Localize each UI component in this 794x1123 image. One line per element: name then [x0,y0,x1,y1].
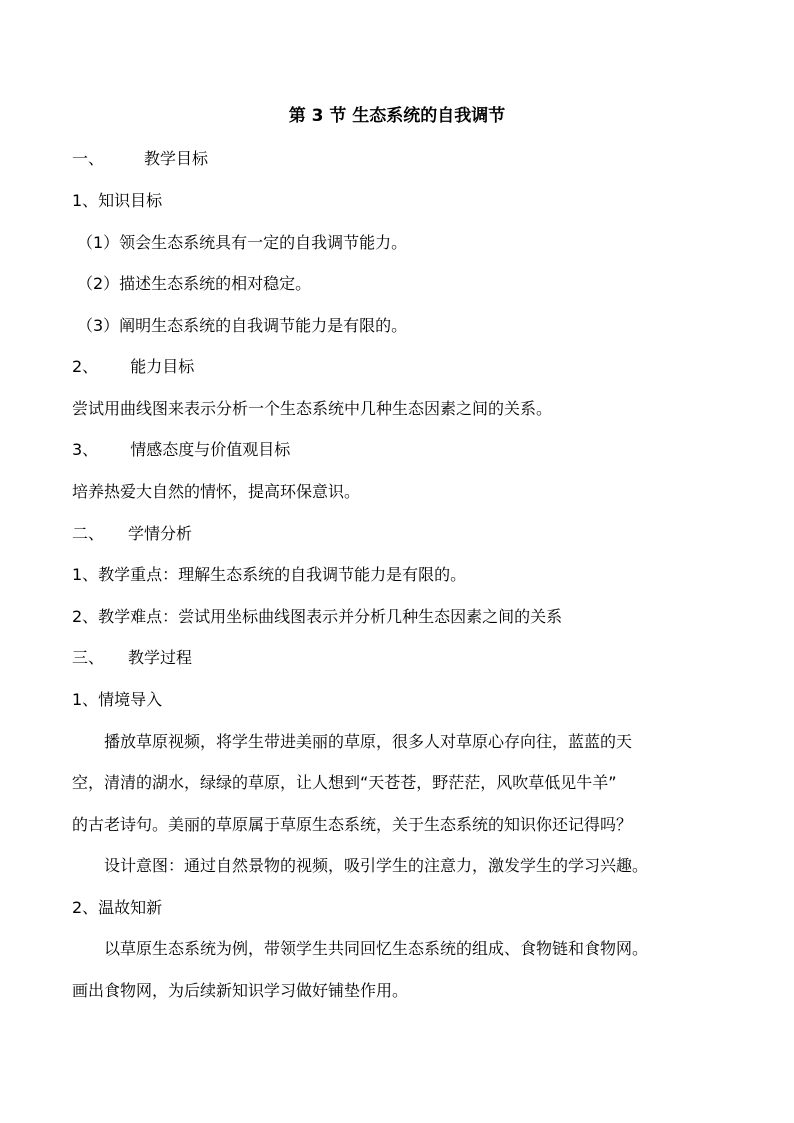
section-heading-2 [72,522,192,546]
subheading-title: 能力目标 [130,357,195,376]
subheading-title: 情感态度与价值观目标 [130,440,291,459]
subheading-knowledge: 1、知识目标 [72,191,163,210]
subheading-ability [72,355,194,379]
page-title: 第 3 节 生态系统的自我调节 [288,106,506,126]
paragraph: 设计意图：通过自然景物的视频，吸引学生的注意力，激发学生的学习兴趣。 [104,856,649,875]
list-item: （2）描述生态系统的相对稳定。 [77,274,312,293]
subheading-number: 2、 [72,357,99,376]
paragraph: 尝试用曲线图来表示分析一个生态系统中几种生态因素之间的关系。 [72,399,553,418]
section-title: 教学过程 [128,648,193,667]
section-title: 教学目标 [144,149,209,168]
list-item: （1）领会生态系统具有一定的自我调节能力。 [77,233,408,252]
subheading-attitude [72,438,290,462]
section-number: 一、 [72,149,105,168]
section-heading-3 [72,646,192,670]
subheading-review: 2、温故知新 [72,898,163,917]
paragraph-line: 画出食物网，为后续新知识学习做好铺垫作用。 [72,981,409,1000]
paragraph-line: 播放草原视频，将学生带进美丽的草原，很多人对草原心存向往，蓝蓝的天 [104,732,633,751]
paragraph-line: 空，清清的湖水，绿绿的草原，让人想到“天苍苍，野茫茫，风吹草低见牛羊” [72,773,617,792]
paragraph: 培养热爱大自然的情怀，提高环保意识。 [72,482,361,501]
paragraph-line: 的古老诗句。美丽的草原属于草原生态系统，关于生态系统的知识你还记得吗？ [72,815,633,834]
section-number: 二、 [72,524,105,543]
paragraph: 1、教学重点：理解生态系统的自我调节能力是有限的。 [72,565,467,584]
subheading-intro: 1、情境导入 [72,690,163,709]
list-item: （3）阐明生态系统的自我调节能力是有限的。 [77,316,408,335]
paragraph: 2、教学难点：尝试用坐标曲线图表示并分析几种生态因素之间的关系 [72,607,563,626]
subheading-number: 3、 [72,440,99,459]
paragraph-line: 以草原生态系统为例，带领学生共同回忆生态系统的组成、食物链和食物网。 [104,939,649,958]
section-title: 学情分析 [128,524,193,543]
section-heading-1 [72,147,208,171]
section-number: 三、 [72,648,105,667]
